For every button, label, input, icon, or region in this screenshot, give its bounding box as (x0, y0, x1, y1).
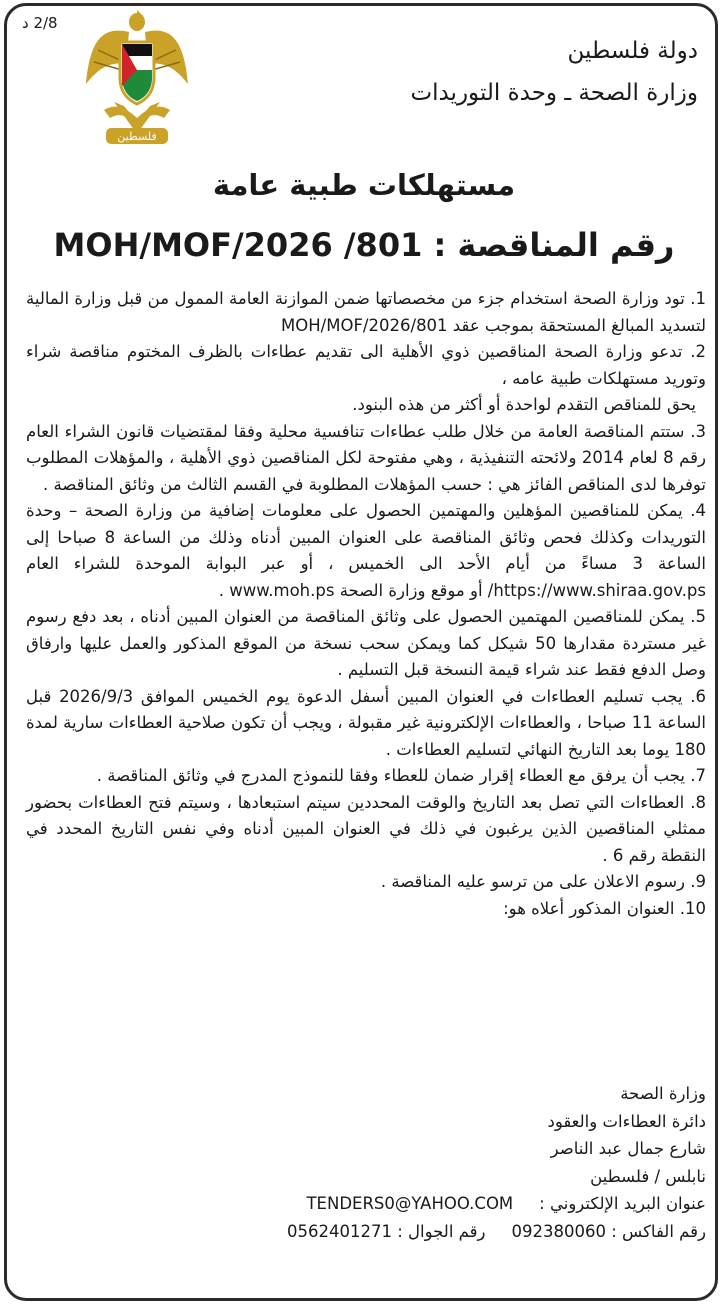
clause-6: 6. يجب تسليم العطاءات في العنوان المبين أسفل الدعوة يوم الخميس الموافق 2026/9/3 قبل الساعة 11 صباحا ، والعطاءات الإلكترونية غير مقبولة ، ويجب أن تكون صلاحية العطاءات سارية لمدة 180 يوما بعد التاريخ النهائي لتسليم العطاءات . (26, 686, 707, 759)
state-name: دولة فلسطين (567, 38, 698, 64)
clause-2-note: يحق للمناقص التقدم لواحدة أو أكثر من هذه البنود. (352, 395, 696, 414)
email-label: عنوان البريد الإلكتروني : (539, 1194, 706, 1213)
clause-4: 4. يمكن للمناقصين المؤهلين والمهتمين الحصول على معلومات إضافية من وزارة الصحة – وحدة التوريدات وكذلك فحص وثائق المناقصة على العنوان المبين أدناه وذلك من الساعة 8 صباحا إلى الساعة 3 مساءً من أيام الأحد الى الخميس ، أو عبر البوابة الموحدة للشراء العام https://www.shiraa.gov.ps/ أو موقع وزارة الصحة www.moh.ps . (26, 501, 706, 600)
clause-3: 3. ستتم المناقصة العامة من خلال طلب عطاءات تنافسية محلية وفقا لمقتضيات قانون الشراء العام رقم 8 لعام 2014 ولائحته التنفيذية ، وهي مفتوحة لكل المناقصين ذوي الأهلية ، والمؤهلات المطلوب توفرها لدى المناقص الفائز هي : حسب المؤهلات المطلوبة في القسم الثالث من وثائق المناقصة . (26, 421, 706, 494)
address-street: شارع جمال عبد الناصر (550, 1139, 706, 1158)
fax-label: رقم الفاكس : (611, 1221, 706, 1241)
contact-address (186, 1080, 706, 1245)
emblem-label: فلسطين (117, 130, 157, 143)
clause-9: 9. رسوم الاعلان على من ترسو عليه المناقصة . (380, 872, 706, 891)
mobile-label: رقم الجوال : (397, 1221, 486, 1241)
clause-2: 2. تدعو وزارة الصحة المناقصين ذوي الأهلية الى تقديم عطاءات بالظرف المختوم مناقصة شراء وتوريد مستهلكات طبية عامه ، (26, 342, 706, 388)
phone-row (186, 1218, 706, 1246)
notice-title: مستهلكات طبية عامة (212, 168, 516, 202)
mobile-value: 0562401271 (287, 1221, 392, 1241)
email-value: TENDERS0@YAHOO.COM (306, 1194, 514, 1213)
fax-value: 092380060 (511, 1221, 606, 1241)
ministry-unit: وزارة الصحة ـ وحدة التوريدات (410, 80, 698, 106)
document-code: 2/8 د (22, 14, 58, 32)
clause-10: 10. العنوان المذكور أعلاه هو: (503, 898, 706, 918)
notice-body (26, 286, 706, 922)
emblem-shield (120, 42, 154, 104)
email-row (186, 1190, 706, 1218)
clause-8: 8. العطاءات التي تصل بعد التاريخ والوقت المحددين سيتم استبعادها ، وسيتم فتح العطاءات بحضور ممثلي المناقصين الذين يرغبون في ذلك في العنوان المبين أدناه وفي نفس التاريخ المحدد في النقطة رقم 6 . (26, 792, 706, 865)
clause-1: 1. تود وزارة الصحة استخدام جزء من مخصصاتها ضمن الموازنة العامة الممول من قبل وزارة المالية لتسديد المبالغ المستحقة بموجب عقد 801/MOH/MOF/2026 (26, 289, 706, 335)
tender-number: رقم المناقصة : 801/ MOH/MOF/2026 (53, 226, 675, 264)
address-ministry: وزارة الصحة (620, 1084, 706, 1103)
issuer-header (278, 30, 698, 114)
clause-7: 7. يجب أن يرفق مع العطاء إقرار ضمان للعطاء وفقا للنموذج المدرج في وثائق المناقصة . (96, 766, 706, 785)
palestine-emblem-icon (84, 6, 190, 148)
address-city: نابلس / فلسطين (590, 1166, 706, 1186)
address-department: دائرة العطاءات والعقود (547, 1111, 706, 1131)
clause-5: 5. يمكن للمناقصين المهتمين الحصول على وثائق المناقصة من العنوان المبين أدناه ، بعد دفع رسوم غير مستردة مقدارها 50 شيكل كما ويمكن سحب نسخة من الموقع المذكور والعمل عليها وارفاق وصل الدفع فقط عند شراء قيمة النسخة قبل التسليم . (26, 607, 706, 679)
